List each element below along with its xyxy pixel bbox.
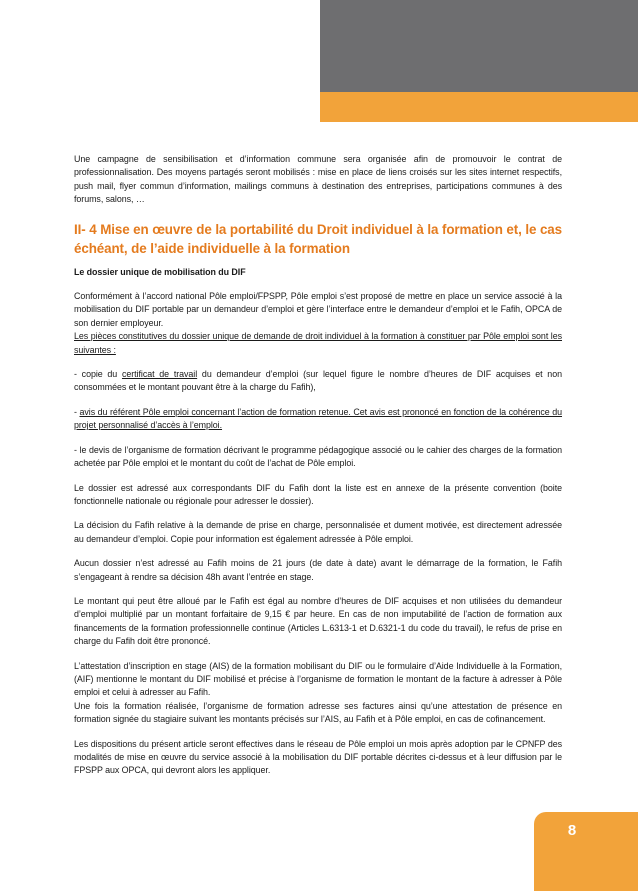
- paragraph-accord: Conformément à l’accord national Pôle emploi/FPSPP, Pôle emploi s’est proposé de mettre en place un service associé à la mobilisation du DIF portable par un demandeur d’emploi et gère l’interface entre le demandeur d’emploi et le Fafih, OPCA de son dernier employeur.: [74, 291, 562, 328]
- paragraph-dossier: Le dossier est adressé aux correspondants DIF du Fafih dont la liste est en annexe de la présente convention (boite fonctionnelle nationale ou régionale pour adresser le dossier).: [74, 482, 562, 506]
- page-number-tab: [534, 812, 638, 891]
- paragraph-montant: Le montant qui peut être alloué par le Fafih est égal au nombre d’heures de DIF acquises et non utilisées du demandeur d’emploi multiplié par un montant forfaitaire de 9,15 € par heure. En cas de non imputabilité de l’action de formation aux financements de la formation professionnelle continue (Articles L.6313-1 et D.6321-1 du code du travail), le refus de prise en charge du Fafih doit être prononcé.: [74, 595, 562, 647]
- list-item-avis: - avis du référent Pôle emploi concernant l’action de formation retenue. Cet avis est prononcé en fonction de la cohérence du projet personnalisé d’accès à l’emploi.: [74, 406, 563, 431]
- subheading: Le dossier unique de mobilisation du DIF: [74, 266, 246, 277]
- page-number: 8: [567, 822, 577, 839]
- list-item-certificat: - copie du certificat de travail du demandeur d’emploi (sur lequel figure le nombre d’heures de DIF acquises et non consommées et le montant pouvant être à la charge du Fafih),: [74, 369, 562, 393]
- document-body: [74, 153, 562, 778]
- header-orange-band: [320, 92, 638, 122]
- header-grey-band: [320, 0, 638, 92]
- section-title: II- 4 Mise en œuvre de la portabilité du Droit individuel à la formation et, le cas échéant, de l’aide individuelle à la formation: [74, 221, 562, 257]
- paragraph-delai: Aucun dossier n’est adressé au Fafih moins de 21 jours (de date à date) avant le démarrage de la formation, le Fafih s’engageant à rendre sa décision 48h avant l’entrée en stage.: [74, 558, 562, 582]
- paragraph-decision: La décision du Fafih relative à la demande de prise en charge, personnalisée et dument motivée, est directement adressée au demandeur d’emploi. Copie pour information est également adressée à Pôle emploi.: [74, 520, 562, 544]
- certificat-link: certificat de travail: [121, 369, 198, 380]
- paragraph-attestation: L’attestation d’inscription en stage (AIS) de la formation mobilisant du DIF ou le formulaire d’Aide Individuelle à la Formation, (AIF) mentionne le montant du DIF mobilisé et précise à l’organisme de formation le montant de la facture à adresser à Pôle emploi et celui à adresser au Fafih.: [74, 660, 562, 698]
- intro-paragraph: Une campagne de sensibilisation et d’information commune sera organisée afin de promouvoir le contrat de professionnalisation. Des moyens partagés seront mobilisés : mise en place de liens croisés sur les sites internet respectifs, push mail, flyer commun d’information, mailings communs à destination des entreprises, participations communes à des forums, salons, …: [74, 154, 562, 205]
- paragraph-factures: Une fois la formation réalisée, l’organisme de formation adresse ses factures ainsi qu’une attestation de présence en formation signée du stagiaire suivant les montants précisés sur l’AIS, au Fafih et à Pôle emploi, en cas de cofinancement.: [74, 700, 562, 725]
- paragraph-dispositions: Les dispositions du présent article seront effectives dans le réseau de Pôle emploi un mois après adoption par le CPNFP des modalités de mise en œuvre du service associé à la mobilisation du DIF portable décrites ci-dessus et à leur diffusion par le FPSPP aux OPCA, qui devront alors les appliquer.: [74, 738, 562, 776]
- list-item-devis: - le devis de l’organisme de formation décrivant le programme pédagogique associé ou le cahier des charges de la formation achetée par Pôle emploi et le montant du coût de l’achat de Pôle emploi.: [74, 444, 562, 469]
- paragraph-pieces: Les pièces constitutives du dossier unique de demande de droit individuel à la formation à constituer par Pôle emploi sont les suivantes :: [74, 331, 562, 355]
